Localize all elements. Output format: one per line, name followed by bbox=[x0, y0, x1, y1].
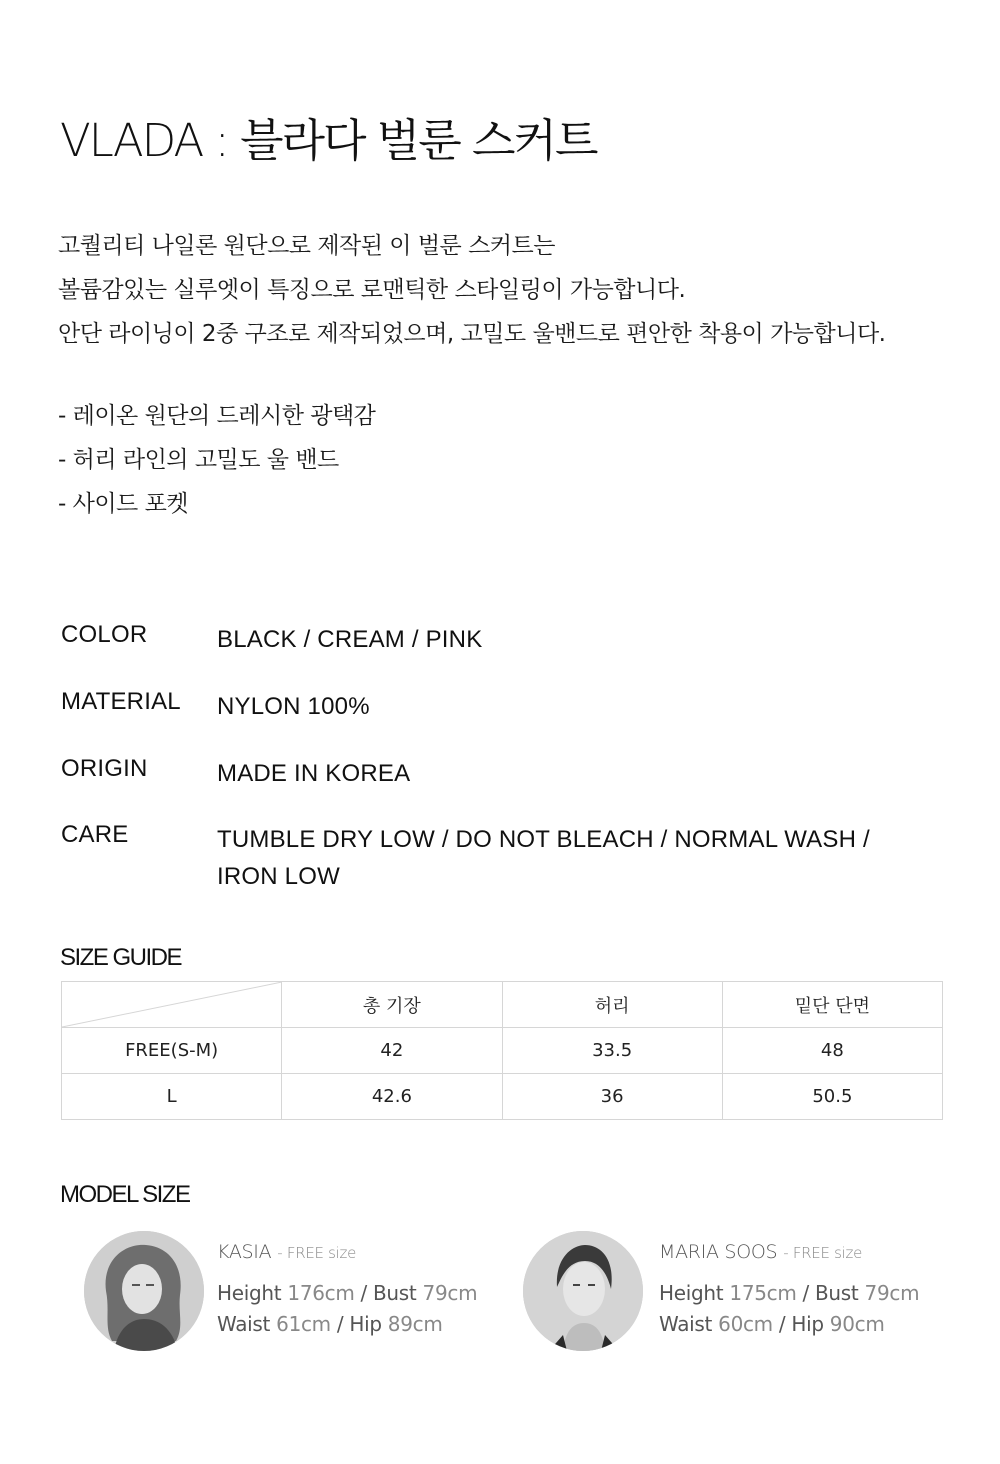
measure-value: 61cm bbox=[276, 1312, 331, 1336]
model-size-note: - FREE size bbox=[783, 1244, 863, 1262]
model-name-text: KASIA bbox=[217, 1241, 272, 1263]
measure-value: 60cm bbox=[718, 1312, 773, 1336]
measure-value: 176cm bbox=[287, 1281, 355, 1305]
size-guide-title: SIZE GUIDE bbox=[60, 944, 182, 971]
measure-label: Height bbox=[217, 1281, 282, 1305]
product-description bbox=[58, 224, 885, 356]
model-height-bust bbox=[659, 1281, 919, 1305]
spec-value: BLACK / CREAM / PINK bbox=[217, 626, 483, 653]
table-header-cell: 밑단 단면 bbox=[722, 982, 942, 1028]
measure-label: Waist bbox=[659, 1312, 713, 1336]
table-header-row bbox=[62, 982, 943, 1028]
model-size-title: MODEL SIZE bbox=[60, 1181, 190, 1208]
measure-separator: / bbox=[336, 1312, 344, 1336]
model-waist-hip bbox=[659, 1312, 885, 1336]
measure-value: 79cm bbox=[864, 1281, 920, 1305]
model-card-kasia bbox=[84, 1231, 484, 1351]
spec-label: MATERIAL bbox=[61, 688, 181, 715]
measure-value: 90cm bbox=[829, 1312, 885, 1336]
measure-value: 89cm bbox=[387, 1312, 443, 1336]
measure-value: 175cm bbox=[729, 1281, 797, 1305]
spec-value: TUMBLE DRY LOW / DO NOT BLEACH / NORMAL WASH / IRON LOW bbox=[217, 826, 870, 890]
feature-item: - 사이드 포켓 bbox=[58, 491, 189, 517]
model-name bbox=[217, 1241, 356, 1263]
table-header-cell: 허리 bbox=[502, 982, 722, 1028]
feature-item: - 허리 라인의 고밀도 울 밴드 bbox=[58, 447, 339, 473]
measure-label: Hip bbox=[791, 1312, 824, 1336]
measure-label: Waist bbox=[217, 1312, 271, 1336]
table-cell: L bbox=[62, 1074, 282, 1120]
description-line: 고퀄리티 나일론 원단으로 제작된 이 벌룬 스커트는 bbox=[58, 233, 555, 259]
measure-separator: / bbox=[360, 1281, 367, 1305]
measure-label: Bust bbox=[373, 1281, 417, 1305]
diagonal-line bbox=[62, 982, 282, 1027]
measure-value: 79cm bbox=[422, 1281, 478, 1305]
table-cell: 48 bbox=[722, 1028, 942, 1074]
spec-value: MADE IN KOREA bbox=[217, 760, 411, 787]
table-cell: 50.5 bbox=[722, 1074, 942, 1120]
model-photo bbox=[523, 1231, 643, 1351]
size-guide-table bbox=[61, 981, 943, 1120]
feature-list bbox=[58, 394, 375, 526]
table-row bbox=[62, 1074, 943, 1120]
table-cell: 42 bbox=[282, 1028, 502, 1074]
measure-label: Bust bbox=[815, 1281, 859, 1305]
model-card-maria-soos bbox=[523, 1231, 943, 1351]
model-size-note: - FREE size bbox=[277, 1244, 357, 1262]
model-waist-hip bbox=[217, 1312, 443, 1336]
model-photo bbox=[84, 1231, 204, 1351]
description-line: 볼륨감있는 실루엣이 특징으로 로맨틱한 스타일링이 가능합니다. bbox=[58, 277, 686, 303]
model-name bbox=[659, 1241, 862, 1263]
table-cell: 33.5 bbox=[502, 1028, 722, 1074]
measure-separator: / bbox=[802, 1281, 809, 1305]
table-cell: 36 bbox=[502, 1074, 722, 1120]
spec-label: ORIGIN bbox=[61, 755, 148, 782]
feature-item: - 레이온 원단의 드레시한 광택감 bbox=[58, 403, 376, 429]
spec-label: CARE bbox=[61, 821, 129, 848]
table-corner-cell bbox=[62, 982, 282, 1028]
table-row bbox=[62, 1028, 943, 1074]
spec-label: COLOR bbox=[61, 621, 148, 648]
measure-label: Hip bbox=[349, 1312, 382, 1336]
model-name-text: MARIA SOOS bbox=[659, 1241, 778, 1263]
measure-label: Height bbox=[659, 1281, 724, 1305]
measure-separator: / bbox=[778, 1312, 786, 1336]
table-cell: 42.6 bbox=[282, 1074, 502, 1120]
product-title: VLADA : 블라다 벌룬 스커트 bbox=[60, 114, 597, 167]
description-line: 안단 라이닝이 2중 구조로 제작되었으며, 고밀도 울밴드로 편안한 착용이 가능합니다. bbox=[58, 321, 886, 347]
model-height-bust bbox=[217, 1281, 477, 1305]
table-header-cell: 총 기장 bbox=[282, 982, 502, 1028]
table-cell: FREE(S-M) bbox=[62, 1028, 282, 1074]
spec-value: NYLON 100% bbox=[217, 693, 370, 720]
